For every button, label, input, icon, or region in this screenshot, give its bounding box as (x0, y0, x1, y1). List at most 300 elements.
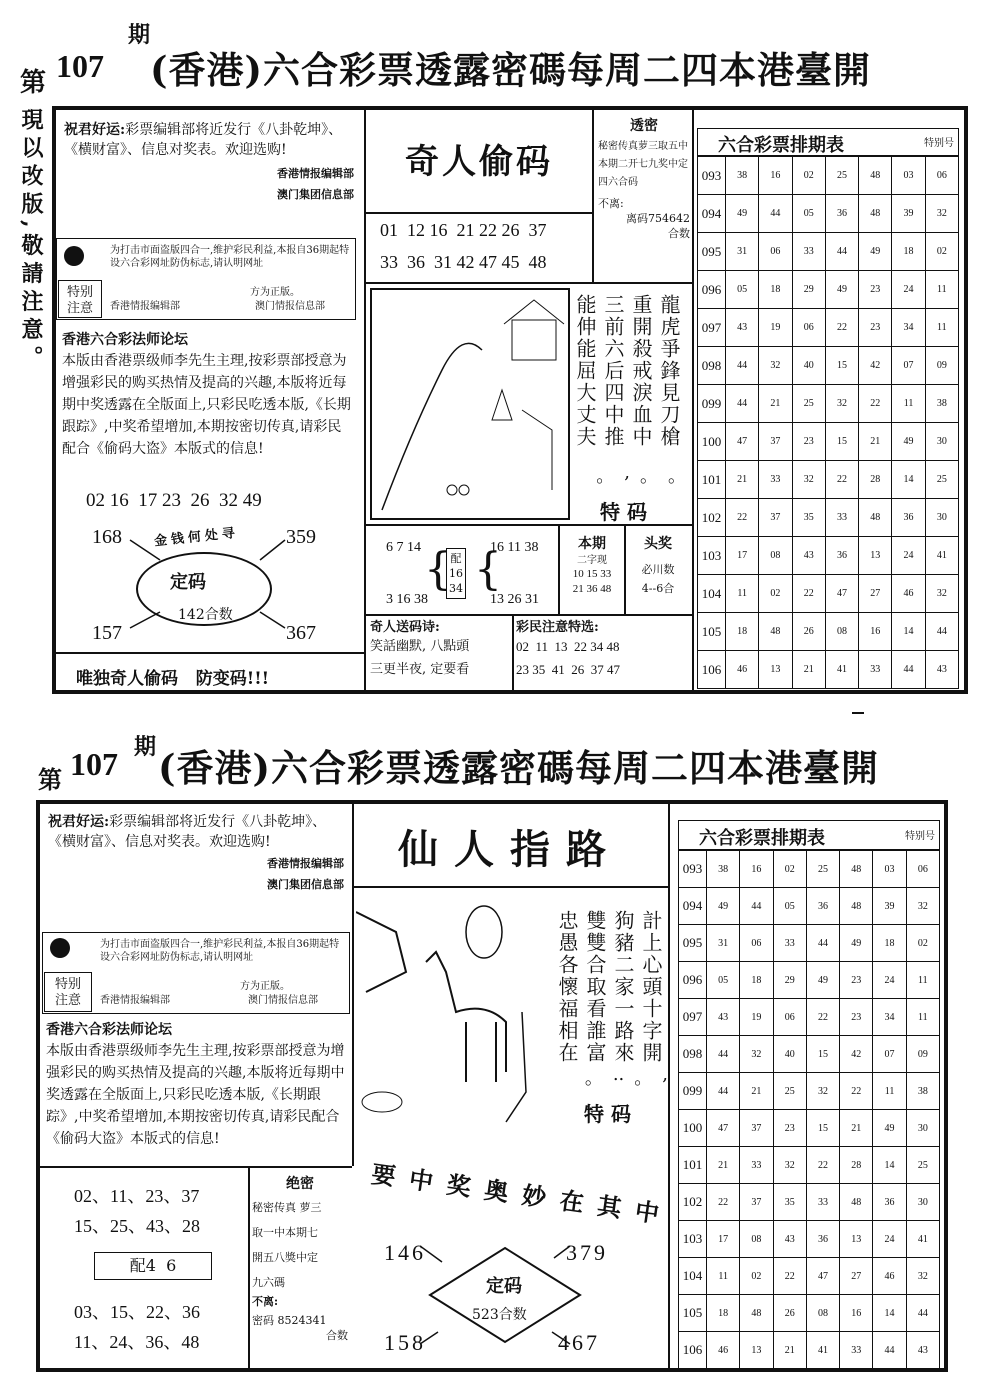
schedule-row (698, 233, 959, 271)
bottom-right-divider (668, 804, 670, 1368)
schedule-number: 21 (759, 385, 792, 423)
top-poem-end (576, 462, 686, 488)
schedule-number: 15 (806, 1110, 839, 1147)
schedule-number: 25 (825, 157, 858, 195)
schedule-issue: 101 (698, 461, 726, 499)
schedule-number: 02 (906, 925, 939, 962)
forum-text: 本版由香港票级师李先生主理,按彩票部授意为增强彩民的购买热情及提高的兴趣,本版将近每期中奖透露在全版面上,只彩民吃透本版,《长期跟踪》,中奖希望增加,本期按密切传真,请彩民配合《偷码大盗》本版式的信息! (62, 353, 351, 457)
top-footer-slogan: 唯独奇人偷码 防变码!!! (76, 669, 270, 689)
schedule-issue: 102 (679, 1184, 707, 1221)
schedule-number: 44 (892, 651, 925, 689)
schedule-number: 25 (906, 1147, 939, 1184)
top-attention-title: 彩民注意特选: (516, 620, 599, 635)
bottom-center-title: 仙人指路 (398, 826, 622, 873)
schedule-number: 39 (873, 888, 906, 925)
top-diamond-sum: 142合数 (178, 607, 233, 623)
schedule-number: 02 (792, 157, 825, 195)
schedule-number: 34 (873, 999, 906, 1036)
schedule-row (679, 1147, 940, 1184)
schedule-issue: 105 (679, 1295, 707, 1332)
schedule-number: 11 (906, 999, 939, 1036)
b-forum-text: 本版由香港票级师李先生主理,按彩票部授意为增强彩民的购买热情及提高的兴趣,本版将近每期中奖透露在全版面上,只彩民吃透本版,《长期跟踪》,中奖希望增加,本期按密切传真,请彩民配合《偷码大盗》本版式的信息! (46, 1043, 345, 1147)
bottom-notice-sig-mid: 方为正版。 (240, 981, 290, 992)
schedule-number: 27 (859, 575, 892, 613)
schedule-number: 11 (925, 309, 958, 347)
schedule-number: 32 (925, 195, 958, 233)
schedule-number: 37 (759, 423, 792, 461)
schedule-number: 11 (906, 962, 939, 999)
bottom-notice-text: 为打击市面盗版四合一,维护彩民利益,本报自36期起特设六合彩网址防伪标志,请认明网址 (100, 939, 340, 963)
schedule-number: 13 (740, 1332, 773, 1369)
bottom-issue-prefix: 第 (38, 768, 62, 794)
schedule-number: 21 (707, 1147, 740, 1184)
schedule-number: 26 (792, 613, 825, 651)
bottom-diamond-tl: 146 (384, 1240, 426, 1265)
schedule-number: 02 (740, 1258, 773, 1295)
schedule-number: 26 (773, 1295, 806, 1332)
schedule-number: 06 (773, 999, 806, 1036)
bottom-poem-line-4: 忠愚各懷福相在 (555, 910, 579, 1064)
schedule-row (679, 1332, 940, 1369)
b-secret-title: 绝密 (286, 1176, 314, 1192)
schedule-number: 05 (773, 888, 806, 925)
schedule-number: 33 (740, 1147, 773, 1184)
schedule-number: 36 (806, 888, 839, 925)
schedule-number: 43 (707, 999, 740, 1036)
schedule-row (698, 499, 959, 537)
top-poem-line-4: 能伸能屈大丈夫 (573, 294, 597, 448)
bottom-left-nums-1: 02、11、23、37 (74, 1186, 200, 1206)
top-poem-line-1: 龍虎爭鋒見刀槍 (657, 294, 681, 448)
schedule-number: 14 (873, 1147, 906, 1184)
schedule-number: 31 (726, 233, 759, 271)
schedule-number: 14 (892, 613, 925, 651)
schedule-number: 22 (792, 575, 825, 613)
schedule-number: 43 (925, 651, 958, 689)
top-issue-number: 107 (56, 48, 104, 84)
schedule-number: 13 (840, 1221, 873, 1258)
bottom-schedule-tag: 特别号 (905, 831, 935, 842)
schedule-number: 48 (740, 1295, 773, 1332)
bottom-left-vline (248, 1166, 250, 1370)
schedule-row (679, 1258, 940, 1295)
top-diamond-tr: 359 (286, 526, 316, 548)
top-poem2-l2: 三更半夜, 定要看 (370, 662, 470, 677)
bottom-diamond-tr: 379 (566, 1240, 608, 1265)
top-header-title: (香港)六合彩票透露密碼每周二四本港臺開 (150, 48, 872, 92)
top-bracket-glyph-r: { (474, 544, 502, 595)
schedule-issue: 099 (698, 385, 726, 423)
schedule-row (679, 925, 940, 962)
top-diamond-tl: 168 (92, 526, 122, 548)
schedule-number: 32 (806, 1073, 839, 1110)
bottom-notice-badge: 特别注意 (44, 972, 92, 1012)
schedule-row (698, 271, 959, 309)
schedule-number: 33 (792, 233, 825, 271)
b-secret-line-1: 秘密传真 萝三 (252, 1201, 322, 1214)
b-greeting-sig1: 香港情报编辑部 (267, 857, 344, 870)
top-poem-end-3: , (624, 462, 630, 483)
top-attention (516, 620, 692, 677)
schedule-number: 49 (892, 423, 925, 461)
schedule-number: 49 (873, 1110, 906, 1147)
schedule-row (679, 888, 940, 925)
schedule-number: 42 (859, 347, 892, 385)
b-greeting-sig2: 澳门集团信息部 (267, 878, 344, 891)
schedule-issue: 103 (679, 1221, 707, 1258)
top-poem-end-4: 。 (596, 466, 615, 487)
schedule-number: 25 (773, 1073, 806, 1110)
schedule-number: 32 (925, 575, 958, 613)
top-left-divider (56, 652, 364, 654)
schedule-row (698, 423, 959, 461)
schedule-number: 08 (806, 1295, 839, 1332)
schedule-number: 24 (873, 962, 906, 999)
schedule-number: 03 (873, 851, 906, 888)
schedule-issue: 102 (698, 499, 726, 537)
top-bracket-r2: 13 26 31 (490, 592, 539, 607)
bottom-center-hline (352, 886, 668, 888)
schedule-issue: 097 (698, 309, 726, 347)
top-low-hline (364, 614, 692, 616)
top-schedule-table (697, 156, 959, 689)
top-secret-code: 离码754642 (626, 212, 690, 225)
top-prize (626, 534, 690, 596)
schedule-number: 15 (806, 1036, 839, 1073)
schedule-number: 40 (773, 1036, 806, 1073)
bottom-schedule-title: 六合彩票排期表 (699, 828, 825, 849)
schedule-number: 23 (840, 999, 873, 1036)
schedule-number: 47 (726, 423, 759, 461)
schedule-number: 22 (825, 309, 858, 347)
schedule-issue: 096 (698, 271, 726, 309)
schedule-number: 48 (840, 1184, 873, 1221)
schedule-number: 18 (759, 271, 792, 309)
schedule-number: 35 (773, 1184, 806, 1221)
top-greeting (64, 120, 354, 202)
schedule-number: 05 (792, 195, 825, 233)
schedule-number: 43 (726, 309, 759, 347)
bottom-poem-line-2: 狗豬二家一路來 (611, 910, 635, 1064)
top-prize-l1: 必川数 (641, 563, 675, 576)
bottom-diamond-br: 467 (558, 1330, 600, 1355)
bottom-greeting (48, 812, 344, 892)
top-diamond-arc: 金钱何处寻 (153, 525, 240, 550)
schedule-number: 44 (740, 888, 773, 925)
schedule-number: 06 (792, 309, 825, 347)
schedule-issue: 094 (679, 888, 707, 925)
bottom-left-nums2-1: 03、15、22、36 (74, 1302, 200, 1322)
top-diamond-arrows (120, 520, 300, 640)
top-mid-hline (364, 524, 692, 526)
top-prize-l2: 4--6合 (641, 582, 675, 595)
schedule-number: 44 (707, 1036, 740, 1073)
schedule-number: 47 (806, 1258, 839, 1295)
schedule-number: 30 (906, 1184, 939, 1221)
schedule-issue: 095 (679, 925, 707, 962)
schedule-number: 32 (740, 1036, 773, 1073)
b-secret-no-leave: 不离: (252, 1295, 279, 1308)
bottom-notice-sig1: 香港情报编辑部 (100, 995, 170, 1006)
schedule-number: 33 (773, 925, 806, 962)
schedule-number: 23 (859, 309, 892, 347)
schedule-number: 47 (825, 575, 858, 613)
schedule-number: 44 (925, 613, 958, 651)
bottom-left-nums-2: 15、25、43、28 (74, 1216, 200, 1236)
schedule-number: 17 (707, 1221, 740, 1258)
schedule-number: 48 (859, 195, 892, 233)
top-hill-drawing (372, 290, 568, 518)
top-special-label: 特 码 (600, 500, 647, 524)
top-center-nums1: 01 12 16 21 22 26 37 (380, 220, 547, 240)
schedule-number: 30 (925, 423, 958, 461)
schedule-number: 21 (726, 461, 759, 499)
greeting-sig2: 澳门集团信息部 (277, 188, 354, 201)
schedule-issue: 106 (679, 1332, 707, 1369)
schedule-number: 31 (707, 925, 740, 962)
bottom-arc-slogan: 要中奖奥妙在其中 (369, 1159, 675, 1231)
schedule-number: 48 (859, 157, 892, 195)
bottom-schedule-header (678, 820, 940, 850)
schedule-number: 05 (726, 271, 759, 309)
bottom-illustration (356, 892, 552, 1132)
bottom-issue-suffix: 期 (134, 734, 157, 760)
schedule-number: 17 (726, 537, 759, 575)
schedule-number: 37 (759, 499, 792, 537)
schedule-number: 40 (792, 347, 825, 385)
schedule-number: 22 (840, 1073, 873, 1110)
schedule-row (698, 157, 959, 195)
schedule-row (698, 651, 959, 689)
schedule-number: 49 (825, 271, 858, 309)
schedule-number: 11 (925, 271, 958, 309)
schedule-row (679, 1073, 940, 1110)
schedule-number: 49 (707, 888, 740, 925)
schedule-number: 46 (873, 1258, 906, 1295)
schedule-number: 22 (825, 461, 858, 499)
schedule-number: 41 (906, 1221, 939, 1258)
top-schedule (697, 128, 959, 689)
schedule-number: 44 (726, 385, 759, 423)
schedule-number: 15 (825, 347, 858, 385)
schedule-number: 37 (740, 1110, 773, 1147)
schedule-number: 06 (906, 851, 939, 888)
schedule-number: 49 (726, 195, 759, 233)
schedule-number: 25 (806, 851, 839, 888)
schedule-number: 44 (759, 195, 792, 233)
schedule-number: 30 (925, 499, 958, 537)
top-poem-end-2: 。 (640, 466, 658, 487)
schedule-issue: 097 (679, 999, 707, 1036)
schedule-row (679, 1184, 940, 1221)
top-issue-suffix: 期 (128, 22, 151, 48)
bottom-secret (252, 1174, 348, 1343)
schedule-row (679, 962, 940, 999)
top-side-note: 現以改版,敬請注意。 (18, 108, 44, 374)
bottom-special-label: 特 码 (584, 1102, 631, 1126)
schedule-number: 24 (873, 1221, 906, 1258)
schedule-number: 08 (759, 537, 792, 575)
schedule-number: 16 (840, 1295, 873, 1332)
bottom-left-hline (40, 1166, 352, 1168)
top-center-hline2 (364, 282, 692, 284)
schedule-number: 36 (825, 537, 858, 575)
b-greeting-text: 彩票编辑部将近发行《八卦乾坤》、《横财富》、信息对奖表。欢迎选购! (48, 814, 327, 850)
schedule-issue: 093 (698, 157, 726, 195)
schedule-number: 46 (726, 651, 759, 689)
schedule-number: 18 (873, 925, 906, 962)
bottom-schedule (678, 820, 940, 1369)
schedule-number: 29 (792, 271, 825, 309)
bottom-pair-box: 配4 6 (94, 1252, 212, 1280)
schedule-number: 22 (859, 385, 892, 423)
schedule-issue: 103 (698, 537, 726, 575)
schedule-number: 11 (892, 385, 925, 423)
schedule-number: 46 (892, 575, 925, 613)
schedule-issue: 101 (679, 1147, 707, 1184)
schedule-number: 08 (740, 1221, 773, 1258)
top-poem (574, 294, 680, 484)
schedule-number: 22 (806, 999, 839, 1036)
schedule-number: 41 (925, 537, 958, 575)
schedule-issue: 095 (698, 233, 726, 271)
schedule-number: 49 (806, 962, 839, 999)
top-right-divider (692, 110, 694, 690)
top-attention-l1: 02 11 13 22 34 48 (516, 639, 620, 654)
schedule-issue: 096 (679, 962, 707, 999)
bottom-poem-end (558, 1064, 668, 1090)
greeting-label: 祝君好运: (64, 122, 126, 138)
schedule-issue: 105 (698, 613, 726, 651)
bottom-diamond-sum: 523合数 (472, 1307, 527, 1323)
schedule-issue: 098 (698, 347, 726, 385)
schedule-number: 06 (925, 157, 958, 195)
schedule-number: 03 (892, 157, 925, 195)
schedule-number: 48 (840, 888, 873, 925)
bottom-center-left-vline (352, 804, 354, 1166)
top-secret-sum: 合数 (668, 227, 690, 240)
b-secret-sum: 合数 (326, 1329, 348, 1342)
schedule-number: 27 (840, 1258, 873, 1295)
top-poem-line-2: 重開殺戒淚血中 (629, 294, 653, 448)
bottom-poem (556, 910, 662, 1080)
schedule-number: 33 (759, 461, 792, 499)
schedule-number: 02 (925, 233, 958, 271)
schedule-number: 23 (792, 423, 825, 461)
top-center-col (364, 110, 366, 690)
schedule-number: 44 (873, 1332, 906, 1369)
bottom-diamond-bl: 158 (384, 1330, 426, 1355)
schedule-number: 38 (726, 157, 759, 195)
schedule-number: 23 (859, 271, 892, 309)
top-center-title: 奇人偷码 (405, 142, 553, 182)
top-center-nums2: 33 36 31 42 47 45 48 (380, 252, 547, 272)
top-current-nums1: 10 15 33 (572, 568, 612, 580)
top-bracket-l2: 3 16 38 (386, 592, 428, 607)
schedule-number: 32 (906, 888, 939, 925)
schedule-number: 21 (773, 1332, 806, 1369)
schedule-number: 11 (873, 1073, 906, 1110)
schedule-row (698, 461, 959, 499)
schedule-row (679, 1036, 940, 1073)
schedule-number: 09 (925, 347, 958, 385)
top-poem-end-1: 。 (668, 466, 686, 487)
schedule-number: 44 (906, 1295, 939, 1332)
schedule-number: 48 (859, 499, 892, 537)
schedule-number: 21 (840, 1110, 873, 1147)
schedule-number: 18 (726, 613, 759, 651)
top-bracket-r1: 16 11 38 (490, 540, 539, 555)
schedule-number: 22 (806, 1147, 839, 1184)
top-poem2-l1: 笑話幽默, 八點頭 (370, 639, 470, 654)
schedule-number: 25 (792, 385, 825, 423)
top-bracket-glyph-l: { (424, 544, 452, 595)
schedule-number: 06 (759, 233, 792, 271)
schedule-row (679, 1110, 940, 1147)
schedule-number: 19 (740, 999, 773, 1036)
b-secret-line-2: 取一中本期七 (252, 1226, 318, 1239)
schedule-number: 18 (707, 1295, 740, 1332)
schedule-issue: 099 (679, 1073, 707, 1110)
top-center-hline1 (364, 212, 592, 214)
schedule-number: 16 (740, 851, 773, 888)
schedule-number: 28 (859, 461, 892, 499)
schedule-number: 18 (740, 962, 773, 999)
schedule-number: 32 (906, 1258, 939, 1295)
top-schedule-header (697, 128, 959, 156)
schedule-number: 46 (707, 1332, 740, 1369)
greeting-sig1: 香港情报编辑部 (277, 167, 354, 180)
schedule-number: 48 (840, 851, 873, 888)
schedule-row (698, 309, 959, 347)
bottom-schedule-table (678, 850, 940, 1369)
schedule-number: 21 (792, 651, 825, 689)
schedule-number: 34 (892, 309, 925, 347)
schedule-number: 21 (740, 1073, 773, 1110)
bottom-poem-line-1: 計上心頭十字開 (639, 910, 663, 1064)
schedule-issue: 093 (679, 851, 707, 888)
schedule-row (679, 1221, 940, 1258)
top-attention-vline (512, 614, 514, 690)
schedule-number: 38 (925, 385, 958, 423)
schedule-issue: 100 (679, 1110, 707, 1147)
schedule-number: 07 (873, 1036, 906, 1073)
schedule-number: 33 (859, 651, 892, 689)
bottom-issue-number: 107 (70, 746, 118, 782)
schedule-issue: 094 (698, 195, 726, 233)
schedule-number: 44 (806, 925, 839, 962)
schedule-number: 36 (806, 1221, 839, 1258)
bottom-poem-line-3: 雙雙合取看誰富 (583, 910, 607, 1064)
schedule-number: 49 (859, 233, 892, 271)
schedule-number: 41 (825, 651, 858, 689)
top-prize-title: 头奖 (644, 536, 672, 552)
schedule-number: 36 (892, 499, 925, 537)
top-illustration (370, 288, 570, 520)
schedule-row (679, 851, 940, 888)
schedule-number: 21 (859, 423, 892, 461)
schedule-issue: 098 (679, 1036, 707, 1073)
top-schedule-tag: 特别号 (924, 138, 954, 149)
schedule-number: 37 (740, 1184, 773, 1221)
bottom-notice-sig2: 澳门情报信息部 (248, 995, 318, 1006)
schedule-number: 38 (906, 1073, 939, 1110)
schedule-number: 08 (825, 613, 858, 651)
top-current-sub: 二字现 (577, 555, 607, 566)
schedule-row (698, 537, 959, 575)
schedule-row (698, 195, 959, 233)
bottom-header-title: (香港)六合彩票透露密碼每周二四本港臺開 (158, 746, 880, 790)
